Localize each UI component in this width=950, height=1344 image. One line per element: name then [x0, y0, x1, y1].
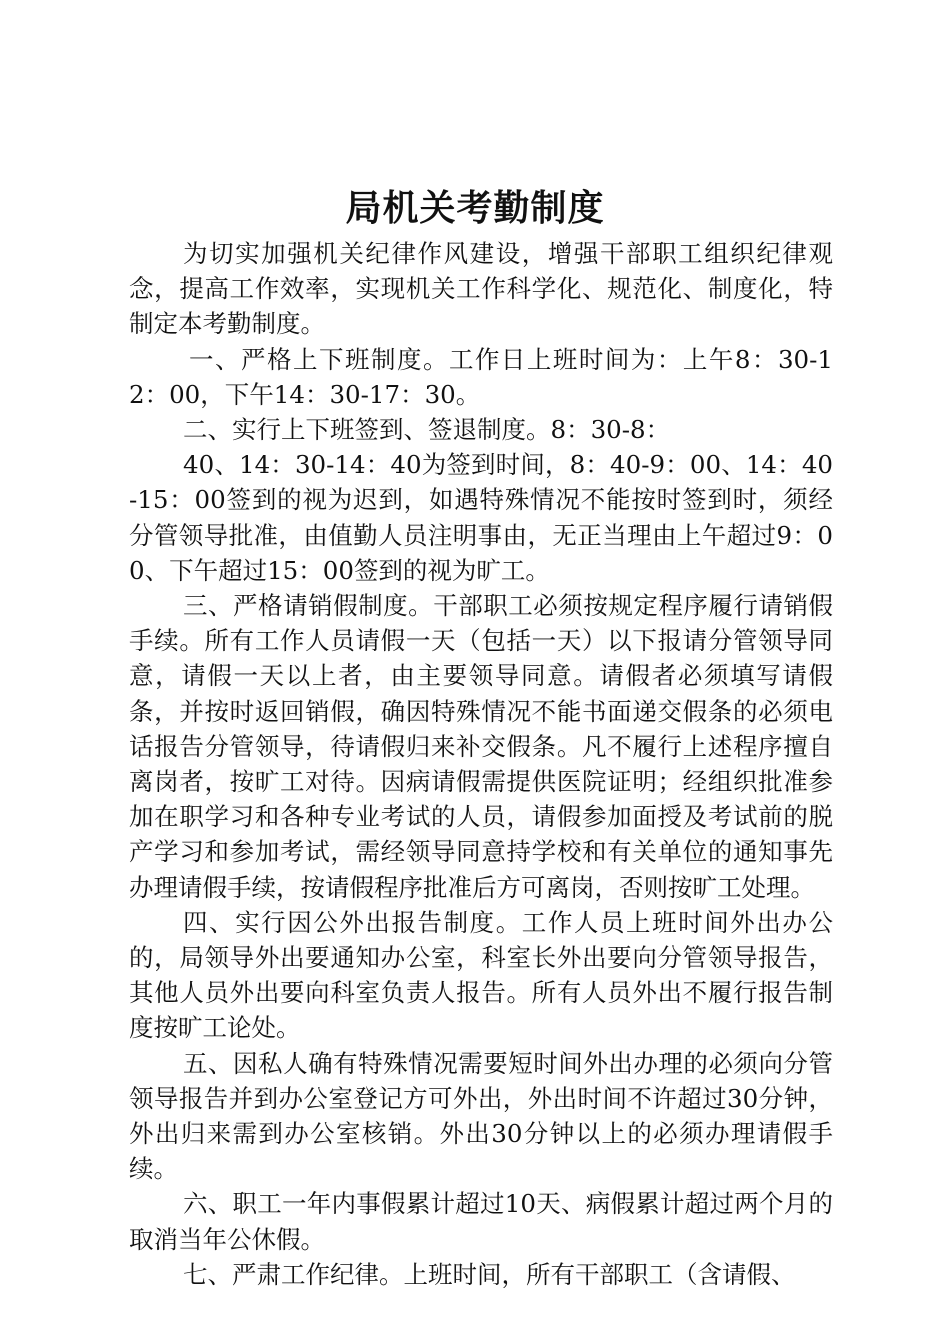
paragraph-leave-policy: 三、严格请销假制度。干部职工必须按规定程序履行请销假手续。所有工作人员请假一天（包括一天）以下报请分管领导同意，请假一天以上者，由主要领导同意。请假者必须填写请假条，并按时返回销假，确因特殊情况不能书面递交假条的必须电话报告分管领导，待请假归来补交假条。凡不履行上述程序擅自离岗者，按旷工对待。因病请假需提供医院证明；经组织批准参加在职学习和各种专业考试的人员，请假参加面授及考试前的脱产学习和参加考试，需经领导同意持学校和有关单位的通知事先办理请假手续，按请假程序批准后方可离岗，否则按旷工处理。	[129, 591, 833, 902]
paragraph-sign-in-times: 40、14：30-14：40为签到时间，8：40-9：00、14：40-15：00签到的视为迟到，如遇特殊情况不能按时签到时，须经分管领导批准，由值勤人员注明事由，无正当理由上午超过9：00、下午超过15：00签到的视为旷工。	[129, 450, 833, 585]
document-body	[129, 236, 833, 1292]
paragraph-private-outing: 五、因私人确有特殊情况需要短时间外出办理的必须向分管领导报告并到办公室登记方可外出，外出时间不许超过30分钟，外出归来需到办公室核销。外出30分钟以上的必须办理请假手续。	[129, 1048, 833, 1184]
paragraph-outing-report: 四、实行因公外出报告制度。工作人员上班时间外出办公的，局领导外出要通知办公室，科室长外出要向分管领导报告，其他人员外出要向科室负责人报告。所有人员外出不履行报告制度按旷工论处。	[129, 907, 833, 1043]
document-title: 局机关考勤制度	[345, 187, 605, 229]
paragraph-annual-leave: 六、职工一年内事假累计超过10天、病假累计超过两个月的取消当年公休假。	[129, 1189, 833, 1254]
paragraph-work-hours: 一、严格上下班制度。工作日上班时间为：上午8：30-12：00，下午14：30-17：30。	[129, 344, 833, 409]
paragraph-intro: 为切实加强机关纪律作风建设，增强干部职工组织纪律观念，提高工作效率，实现机关工作科学化、规范化、制度化，特制定本考勤制度。	[129, 239, 833, 339]
paragraph-sign-in: 二、实行上下班签到、签退制度。8：30-8：	[183, 415, 671, 445]
paragraph-work-discipline: 七、严肃工作纪律。上班时间，所有干部职工（含请假、	[183, 1259, 796, 1289]
